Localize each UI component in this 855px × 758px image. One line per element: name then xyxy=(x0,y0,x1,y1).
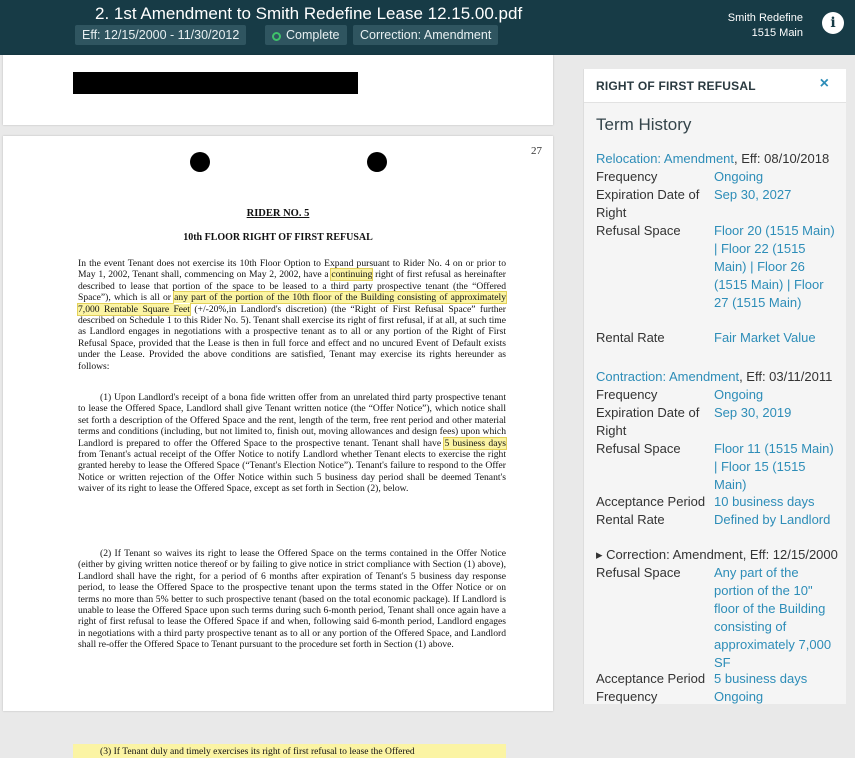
term-value[interactable]: Ongoing xyxy=(714,169,764,184)
tenant-address: 1515 Main xyxy=(751,27,803,39)
term-entry-header-collapsed[interactable]: ▸ Correction: Amendment, Eff: 12/15/2000 xyxy=(596,547,838,562)
status-circle-icon xyxy=(272,32,281,41)
panel-title: RIGHT OF FIRST REFUSAL xyxy=(596,79,756,93)
term-value[interactable]: Floor 20 (1515 Main) | Floor 22 (1515 Main) | Floor 26 (1515 Main) | Floor 27 (1515 Main) xyxy=(714,223,835,310)
info-icon[interactable]: i xyxy=(822,12,844,34)
term-value[interactable]: 10 business days xyxy=(714,494,815,509)
term-label: Expiration Date of Right xyxy=(596,405,700,438)
term-label: Refusal Space xyxy=(596,441,681,456)
term-value[interactable]: Ongoing xyxy=(714,387,764,402)
paragraph-section-3: (3) If Tenant duly and timely exercises its right of first refusal to lease the Offered xyxy=(100,746,415,757)
term-history-heading: Term History xyxy=(596,115,692,134)
punch-hole-icon xyxy=(367,152,387,172)
effective-date-chip: Eff: 12/15/2000 - 11/30/2012 xyxy=(75,25,246,45)
term-label: Acceptance Period xyxy=(596,671,706,686)
status-label: Complete xyxy=(286,28,340,42)
term-label: Refusal Space xyxy=(596,565,681,580)
paragraph-text: (1) Upon Landlord's receipt of a bona fide written offer from an unrelated third party prospective tenant to lease the Offered Space, Landlord shall give Tenant written notice (the “Offer Notice”), which notice shall set forth a description of the Offered Space and the rent, length of the term, free rent period and other material terms and conditions (including, but not limited to, finish out, moving allowances and design fees) upon which Landlord is prepared to offer the Offered Space to the prospective tenant. Tenant shall have xyxy=(78,392,506,449)
term-value[interactable]: 5 business days xyxy=(714,671,808,686)
paragraph-text: (+/-20%,in Landlord's discretion) (the “Right of First Refusal Space” further described on Schedule 1 to this Rider No. 5). Tenant shall exercise its right of first refusal, if at all, at such time as Landlord engages in negotiations with a prospective tenant as to all or any portion of the Right of First Refusal Space, provided that the Lease is then in full force and effect and no uncured Event of Default exists under the Lease. Provided the above conditions are satisfied, Tenant may exercise its rights hereunder as follows: xyxy=(78,303,506,372)
term-label: Acceptance Period xyxy=(596,494,706,509)
term-label: Rental Rate xyxy=(596,512,665,527)
panel-header xyxy=(584,69,846,103)
document-page xyxy=(3,136,553,757)
term-label: Expiration Date of Right xyxy=(596,187,700,220)
paragraph-text: from Tenant's actual receipt of the Offer Notice to notify Landlord whether Tenant elects to exercise the right granted hereby to lease the Offered Space (“Tenant's Election Notice”). Tenant's failure to respond to the Offer Notice or written rejection of the Offer Notice within such 5 business day period shall be deemed Tenant's waiver of its right to lease the Offered Space, except as set forth in Section (2), below. xyxy=(78,449,506,495)
punch-hole-icon xyxy=(190,152,210,172)
term-label: Refusal Space xyxy=(596,223,681,238)
rider-subtitle: 10th FLOOR RIGHT OF FIRST REFUSAL xyxy=(183,232,373,243)
document-viewer[interactable] xyxy=(0,55,582,757)
term-value[interactable]: Floor 11 (1515 Main) | Floor 15 (1515 Main) xyxy=(714,441,834,492)
term-value[interactable]: Sep 30, 2027 xyxy=(714,187,792,202)
effective-date: , Eff: 08/10/2018 xyxy=(734,151,830,166)
term-value[interactable]: Sep 30, 2019 xyxy=(714,405,792,420)
term-value[interactable]: Any part of the portion of the 10" floor of the Building consisting of approximately 7,000 SF xyxy=(714,565,832,670)
amendment-link[interactable]: Contraction: Amendment xyxy=(596,369,740,384)
highlight-continuing[interactable]: continuing xyxy=(331,269,373,281)
status-chip[interactable] xyxy=(265,25,347,45)
tenant-info xyxy=(728,11,803,41)
term-value[interactable]: Defined by Landlord xyxy=(714,512,831,527)
page-number: 27 xyxy=(531,145,542,157)
rider-title: RIDER NO. 5 xyxy=(246,208,310,219)
term-entry-header xyxy=(596,151,829,166)
paragraph-section-2: (2) If Tenant so waives its right to lease the Offered Space on the terms contained in the Offer Notice (either by giving written notice thereof or by failing to give notice in strict compliance with Section (1) above), Landlord shall have the right, for a period of 6 months after expiration of Tenant's 5 business day response period, to lease the Offered Space to the prospective tenant upon the terms stated in the Offer Notice or on terms no more than 5% better to such prospective tenant (based on the total economic package). If Landlord is unable to lease the Offered Space upon such terms during such 6-month period, Tenant shall once again have a right of first refusal to lease the Offered Space if and when, following said 6-month period, Landlord engages in negotiations with a third party prospective tenant as to all or any portion of the Offered Space, and Landlord shall re-offer the Offered Space to Tenant pursuant to the procedure set forth in Section (1) above. xyxy=(78,548,506,651)
redaction-bar xyxy=(73,72,358,94)
term-label: Frequency xyxy=(596,169,658,184)
paragraph-intro xyxy=(78,258,506,372)
term-entry-header xyxy=(596,369,832,384)
paragraph-text: right of first refusal as hereinafter described to lease that portion of the space to be leased to a third party prospective tenant (the “Offered Space”), which is all or xyxy=(78,269,507,304)
term-value[interactable]: Fair Market Value xyxy=(714,330,816,345)
effective-date: , Eff: 03/11/2011 xyxy=(739,369,833,384)
highlight-business-days[interactable]: 5 business days xyxy=(444,437,506,449)
term-label: Rental Rate xyxy=(596,330,665,345)
document-title: 2. 1st Amendment to Smith Redefine Lease 12.15.00.pdf xyxy=(95,4,523,23)
paragraph-text: In the event Tenant does not exercise its 10th Floor Option to Expand pursuant to Rider No. 4 on or prior to May 1, 2002, Tenant shall, commencing on May 2, 2002, have a xyxy=(78,258,506,281)
close-icon[interactable]: × xyxy=(819,75,829,92)
document-page-previous xyxy=(3,55,553,125)
amendment-link[interactable]: Relocation: Amendment xyxy=(596,151,735,166)
document-header xyxy=(0,0,855,55)
term-value[interactable]: Ongoing xyxy=(714,689,764,704)
tenant-name: Smith Redefine xyxy=(727,12,803,24)
correction-chip[interactable]: Correction: Amendment xyxy=(353,25,498,45)
highlight-floor-space[interactable]: any part of the portion of the 10th floor of the Building consisting of approximately 7,000 Rentable Square Feet xyxy=(78,292,507,315)
term-label: Frequency xyxy=(596,689,658,704)
term-label: Frequency xyxy=(596,387,658,402)
paragraph-section-1 xyxy=(78,392,506,495)
right-of-first-refusal-panel xyxy=(583,69,846,704)
